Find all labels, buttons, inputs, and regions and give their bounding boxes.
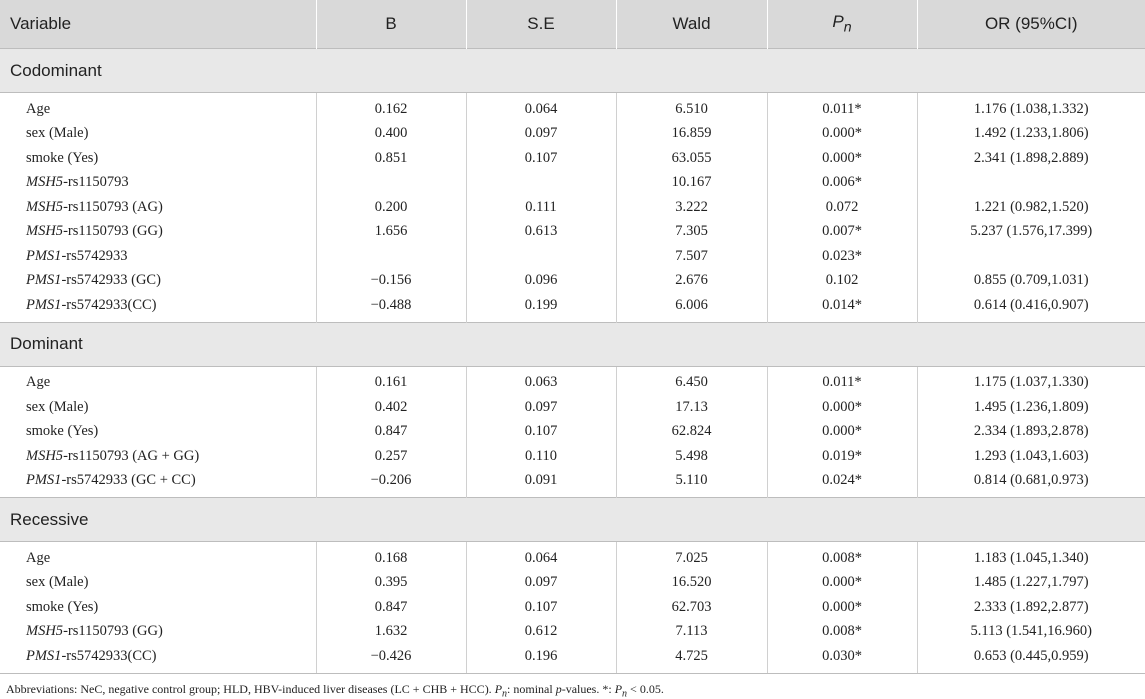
std-error-cell: 0.097 xyxy=(466,571,616,596)
section-header-group xyxy=(0,498,1145,542)
std-error-cell: 0.111 xyxy=(466,195,616,220)
odds-ratio-cell xyxy=(917,171,1145,196)
coef-b-cell: 0.257 xyxy=(316,444,466,469)
odds-ratio-cell: 5.237 (1.576,17.399) xyxy=(917,220,1145,245)
header-p xyxy=(767,0,917,49)
coef-b-cell: 0.847 xyxy=(316,595,466,620)
variable-label: -rs1150793 (AG) xyxy=(63,198,163,215)
section-rows xyxy=(0,542,1145,673)
table-row xyxy=(0,244,1145,269)
odds-ratio-cell: 0.653 (0.445,0.959) xyxy=(917,644,1145,673)
gene-name: PMS1 xyxy=(26,296,62,313)
coef-b-cell: 0.395 xyxy=(316,571,466,596)
wald-cell: 5.110 xyxy=(616,469,767,498)
wald-cell: 63.055 xyxy=(616,146,767,171)
header-p-symbol: P xyxy=(832,12,844,32)
odds-ratio-cell: 2.334 (1.893,2.878) xyxy=(917,420,1145,445)
gene-name: MSH5 xyxy=(26,447,64,464)
wald-cell: 16.520 xyxy=(616,571,767,596)
coef-b-cell xyxy=(316,171,466,196)
wald-cell: 62.824 xyxy=(616,420,767,445)
variable-cell xyxy=(0,122,316,147)
odds-ratio-cell: 1.293 (1.043,1.603) xyxy=(917,444,1145,469)
variable-label: -rs5742933 xyxy=(61,247,128,264)
table-row xyxy=(0,395,1145,420)
variable-label: sex (Male) xyxy=(26,398,89,415)
table-row xyxy=(0,220,1145,245)
std-error-cell: 0.107 xyxy=(466,595,616,620)
coef-b-cell: −0.206 xyxy=(316,469,466,498)
p-value-cell: 0.072 xyxy=(767,195,917,220)
std-error-cell: 0.110 xyxy=(466,444,616,469)
variable-cell xyxy=(0,644,316,673)
p-value-cell: 0.000* xyxy=(767,571,917,596)
footnote-p-subscript: n xyxy=(622,687,628,699)
header-wald: Wald xyxy=(616,0,767,49)
odds-ratio-cell: 1.221 (0.982,1.520) xyxy=(917,195,1145,220)
variable-cell xyxy=(0,293,316,322)
p-value-cell: 0.014* xyxy=(767,293,917,322)
wald-cell: 7.507 xyxy=(616,244,767,269)
variable-label: smoke (Yes) xyxy=(26,598,99,615)
variable-cell xyxy=(0,146,316,171)
wald-cell: 7.305 xyxy=(616,220,767,245)
variable-label: -rs1150793 (GG) xyxy=(63,623,163,640)
table-row xyxy=(0,195,1145,220)
coef-b-cell: 0.851 xyxy=(316,146,466,171)
coef-b-cell: 1.656 xyxy=(316,220,466,245)
section-header-row xyxy=(0,498,1145,542)
coef-b-cell xyxy=(316,244,466,269)
table-row xyxy=(0,293,1145,322)
wald-cell: 17.13 xyxy=(616,395,767,420)
table-row xyxy=(0,542,1145,571)
section-title: Dominant xyxy=(0,322,1145,366)
variable-label: -rs5742933 (GC) xyxy=(61,272,161,289)
variable-label: sex (Male) xyxy=(26,125,89,142)
wald-cell: 16.859 xyxy=(616,122,767,147)
variable-label: -rs1150793 (GG) xyxy=(63,223,163,240)
table-row xyxy=(0,620,1145,645)
variable-cell xyxy=(0,595,316,620)
std-error-cell: 0.091 xyxy=(466,469,616,498)
table-row xyxy=(0,269,1145,294)
table-row xyxy=(0,146,1145,171)
p-value-cell: 0.000* xyxy=(767,595,917,620)
odds-ratio-cell: 2.333 (1.892,2.877) xyxy=(917,595,1145,620)
variable-label: -rs5742933(CC) xyxy=(61,647,157,664)
wald-cell: 10.167 xyxy=(616,171,767,196)
odds-ratio-cell xyxy=(917,244,1145,269)
table-header xyxy=(0,0,1145,49)
std-error-cell: 0.612 xyxy=(466,620,616,645)
std-error-cell: 0.064 xyxy=(466,542,616,571)
coef-b-cell: 0.400 xyxy=(316,122,466,147)
p-value-cell: 0.024* xyxy=(767,469,917,498)
coef-b-cell: 1.632 xyxy=(316,620,466,645)
odds-ratio-cell: 1.183 (1.045,1.340) xyxy=(917,542,1145,571)
wald-cell: 2.676 xyxy=(616,269,767,294)
section-rows xyxy=(0,366,1145,498)
variable-cell xyxy=(0,395,316,420)
table-row xyxy=(0,420,1145,445)
p-value-cell: 0.102 xyxy=(767,269,917,294)
coef-b-cell: −0.426 xyxy=(316,644,466,673)
table-row xyxy=(0,469,1145,498)
odds-ratio-cell: 0.814 (0.681,0.973) xyxy=(917,469,1145,498)
coef-b-cell: −0.488 xyxy=(316,293,466,322)
p-value-cell: 0.007* xyxy=(767,220,917,245)
std-error-cell: 0.196 xyxy=(466,644,616,673)
gene-name: PMS1 xyxy=(26,247,62,264)
coef-b-cell: 0.200 xyxy=(316,195,466,220)
gene-name: MSH5 xyxy=(26,223,64,240)
std-error-cell: 0.097 xyxy=(466,395,616,420)
footnote-abbrev: Abbreviations: NeC, negative control group; HLD, HBV-induced liver diseases (LC + CHB + HCC). xyxy=(6,681,495,696)
footnote-p-symbol: P xyxy=(614,681,623,696)
table-row xyxy=(0,122,1145,147)
std-error-cell: 0.096 xyxy=(466,269,616,294)
section-title: Recessive xyxy=(0,498,1145,542)
std-error-cell: 0.097 xyxy=(466,122,616,147)
std-error-cell: 0.199 xyxy=(466,293,616,322)
odds-ratio-cell: 1.492 (1.233,1.806) xyxy=(917,122,1145,147)
variable-label: -rs1150793 (AG + GG) xyxy=(63,447,200,464)
footnote-text: < 0.05. xyxy=(627,681,664,696)
footnote-p-subscript: n xyxy=(502,687,508,699)
p-value-cell: 0.000* xyxy=(767,420,917,445)
odds-ratio-cell: 1.485 (1.227,1.797) xyxy=(917,571,1145,596)
variable-cell xyxy=(0,469,316,498)
std-error-cell: 0.107 xyxy=(466,420,616,445)
coef-b-cell: 0.402 xyxy=(316,395,466,420)
variable-cell xyxy=(0,195,316,220)
header-p-subscript: n xyxy=(843,19,852,36)
p-value-cell: 0.023* xyxy=(767,244,917,269)
footnote xyxy=(0,674,1145,699)
p-value-cell: 0.011* xyxy=(767,366,917,395)
wald-cell: 6.510 xyxy=(616,93,767,122)
table-row xyxy=(0,644,1145,673)
table-row xyxy=(0,444,1145,469)
p-value-cell: 0.019* xyxy=(767,444,917,469)
header-variable: Variable xyxy=(0,0,316,49)
variable-cell xyxy=(0,571,316,596)
section-title: Codominant xyxy=(0,49,1145,93)
table-row xyxy=(0,571,1145,596)
std-error-cell: 0.613 xyxy=(466,220,616,245)
header-or: OR (95%CI) xyxy=(917,0,1145,49)
p-value-cell: 0.008* xyxy=(767,620,917,645)
gene-name: PMS1 xyxy=(26,647,62,664)
variable-cell xyxy=(0,366,316,395)
section-rows xyxy=(0,93,1145,323)
std-error-cell: 0.064 xyxy=(466,93,616,122)
wald-cell: 4.725 xyxy=(616,644,767,673)
variable-label: Age xyxy=(26,549,51,566)
table-row xyxy=(0,171,1145,196)
p-value-cell: 0.000* xyxy=(767,122,917,147)
variable-cell xyxy=(0,93,316,122)
gene-name: PMS1 xyxy=(26,472,62,489)
table-row xyxy=(0,366,1145,395)
variable-label: smoke (Yes) xyxy=(26,423,99,440)
section-header-group xyxy=(0,322,1145,366)
odds-ratio-cell: 1.495 (1.236,1.809) xyxy=(917,395,1145,420)
header-b: B xyxy=(316,0,466,49)
section-header-row xyxy=(0,49,1145,93)
wald-cell: 7.025 xyxy=(616,542,767,571)
odds-ratio-cell: 2.341 (1.898,2.889) xyxy=(917,146,1145,171)
table-row xyxy=(0,93,1145,122)
p-value-cell: 0.000* xyxy=(767,395,917,420)
variable-label: sex (Male) xyxy=(26,574,89,591)
coef-b-cell: 0.161 xyxy=(316,366,466,395)
footnote-p-italic: p xyxy=(555,681,562,696)
p-value-cell: 0.030* xyxy=(767,644,917,673)
footnote-text: -values. *: xyxy=(561,681,615,696)
odds-ratio-cell: 1.176 (1.038,1.332) xyxy=(917,93,1145,122)
variable-cell xyxy=(0,444,316,469)
wald-cell: 5.498 xyxy=(616,444,767,469)
section-header-row xyxy=(0,322,1145,366)
odds-ratio-cell: 5.113 (1.541,16.960) xyxy=(917,620,1145,645)
p-value-cell: 0.000* xyxy=(767,146,917,171)
variable-cell xyxy=(0,244,316,269)
std-error-cell xyxy=(466,171,616,196)
wald-cell: 62.703 xyxy=(616,595,767,620)
table-row xyxy=(0,595,1145,620)
footnote-p-symbol: P xyxy=(494,681,503,696)
variable-label: -rs5742933(CC) xyxy=(61,296,157,313)
variable-label: Age xyxy=(26,100,51,117)
variable-cell xyxy=(0,220,316,245)
variable-label: -rs5742933 (GC + CC) xyxy=(61,472,196,489)
section-header-group xyxy=(0,49,1145,93)
coef-b-cell: 0.168 xyxy=(316,542,466,571)
variable-cell xyxy=(0,269,316,294)
coef-b-cell: −0.156 xyxy=(316,269,466,294)
wald-cell: 6.450 xyxy=(616,366,767,395)
std-error-cell xyxy=(466,244,616,269)
gene-name: PMS1 xyxy=(26,272,62,289)
p-value-cell: 0.006* xyxy=(767,171,917,196)
gene-name: MSH5 xyxy=(26,174,64,191)
gene-name: MSH5 xyxy=(26,623,64,640)
coef-b-cell: 0.162 xyxy=(316,93,466,122)
wald-cell: 7.113 xyxy=(616,620,767,645)
std-error-cell: 0.107 xyxy=(466,146,616,171)
wald-cell: 6.006 xyxy=(616,293,767,322)
variable-label: smoke (Yes) xyxy=(26,149,99,166)
p-value-cell: 0.008* xyxy=(767,542,917,571)
variable-label: Age xyxy=(26,374,51,391)
footnote-text: : nominal xyxy=(507,681,556,696)
odds-ratio-cell: 1.175 (1.037,1.330) xyxy=(917,366,1145,395)
header-se: S.E xyxy=(466,0,616,49)
coef-b-cell: 0.847 xyxy=(316,420,466,445)
std-error-cell: 0.063 xyxy=(466,366,616,395)
wald-cell: 3.222 xyxy=(616,195,767,220)
odds-ratio-cell: 0.614 (0.416,0.907) xyxy=(917,293,1145,322)
gene-name: MSH5 xyxy=(26,198,64,215)
variable-cell xyxy=(0,620,316,645)
variable-cell xyxy=(0,171,316,196)
variable-cell xyxy=(0,542,316,571)
variable-label: -rs1150793 xyxy=(63,174,129,191)
p-value-cell: 0.011* xyxy=(767,93,917,122)
variable-cell xyxy=(0,420,316,445)
odds-ratio-cell: 0.855 (0.709,1.031) xyxy=(917,269,1145,294)
